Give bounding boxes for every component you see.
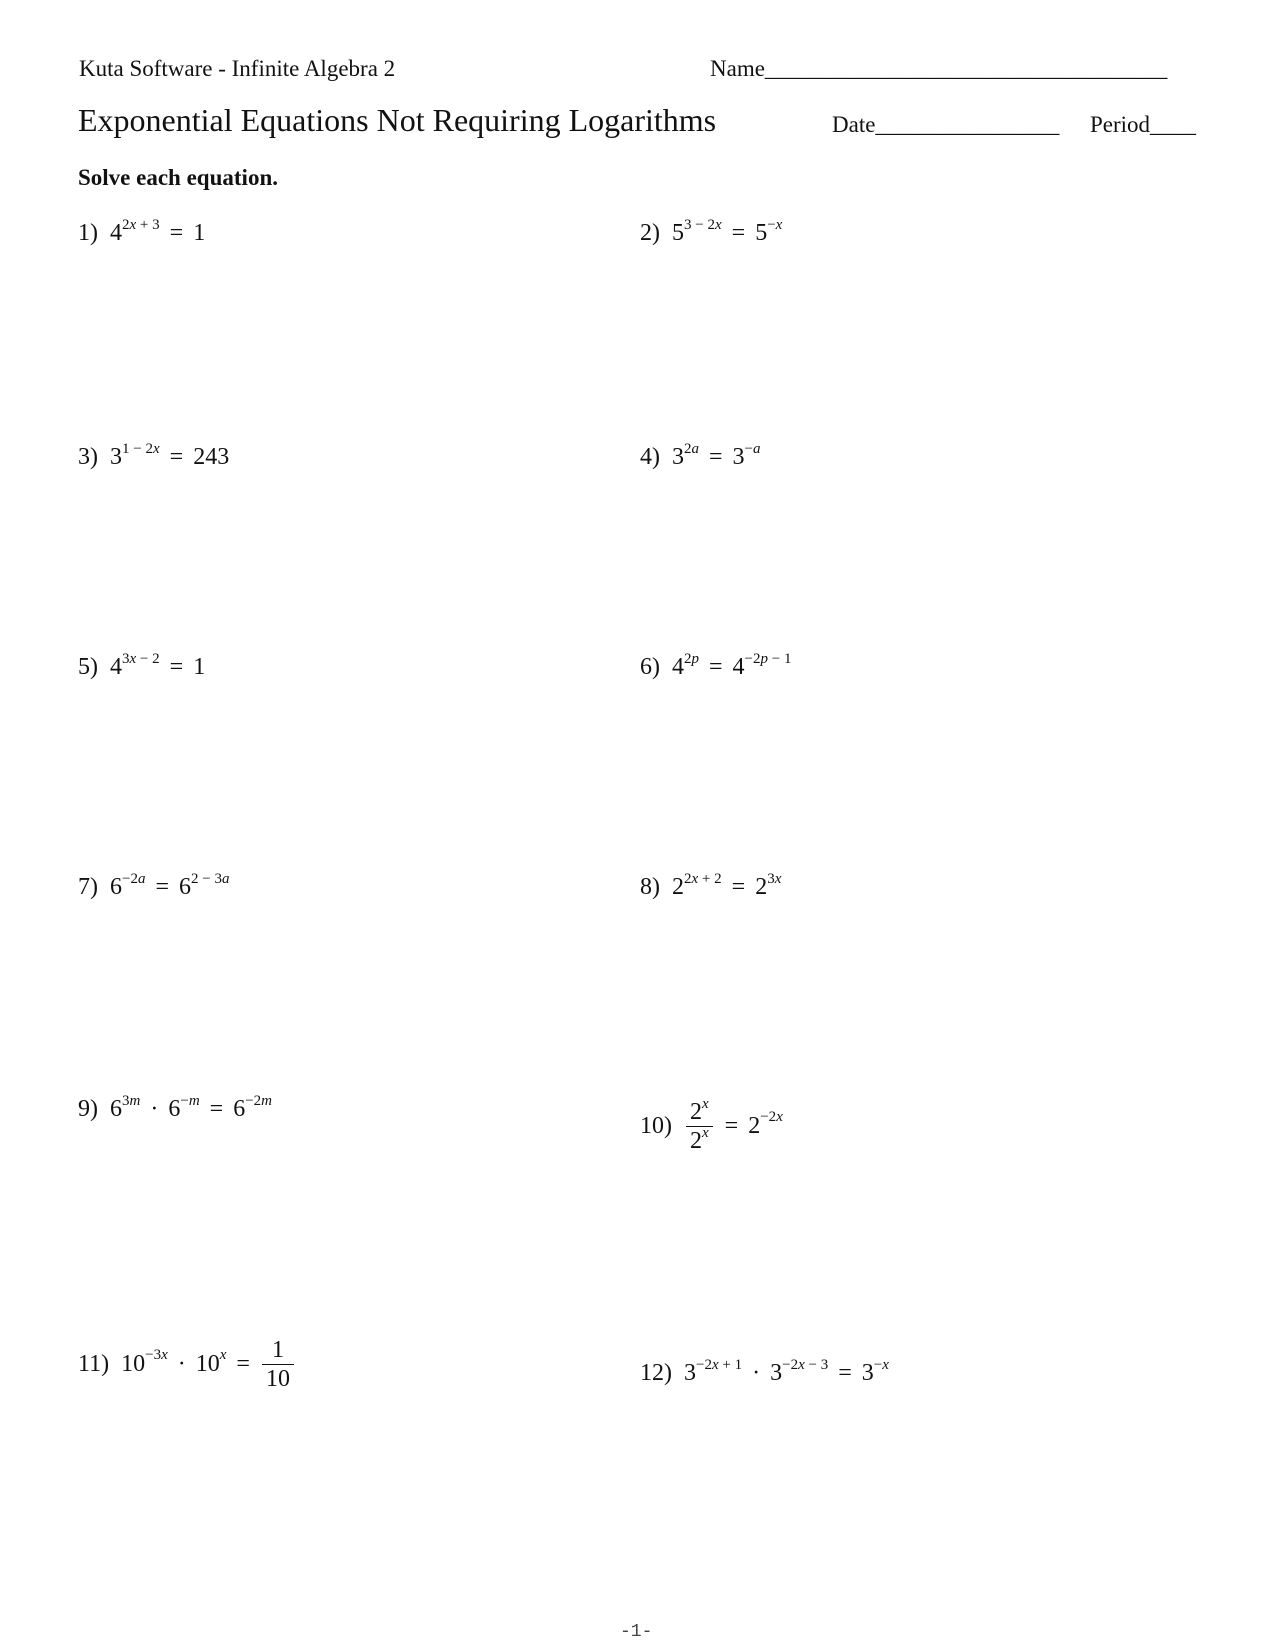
problem-number: 4) — [640, 444, 660, 470]
rhs-base: 3 — [861, 1360, 874, 1386]
problem-8 — [640, 871, 782, 901]
multiply-dot: · — [752, 1360, 761, 1386]
fraction — [686, 1098, 713, 1155]
base: 2 — [690, 1128, 702, 1154]
exponent: −2x − 3 — [782, 1357, 829, 1373]
multiply-dot: · — [177, 1351, 186, 1377]
problem-number: 6) — [640, 654, 660, 680]
rhs-base: 6 — [233, 1096, 246, 1122]
problem-6 — [640, 651, 792, 681]
rhs-exponent: −2m — [245, 1093, 273, 1109]
exponent: −3x — [145, 1347, 168, 1364]
problem-number: 9) — [78, 1096, 98, 1122]
equals-sign: = — [155, 874, 170, 900]
fraction-numerator: 1 — [262, 1336, 294, 1365]
base: 4 — [110, 654, 122, 680]
problem-12 — [640, 1357, 889, 1387]
equals-sign: = — [838, 1360, 852, 1386]
rhs-base: 2 — [748, 1113, 761, 1139]
rhs-exponent: 3x — [767, 871, 782, 887]
problem-4 — [640, 441, 761, 471]
base: 6 — [110, 874, 122, 900]
problem-number: 12) — [640, 1360, 672, 1386]
base: 3 — [770, 1360, 783, 1386]
base: 2 — [690, 1099, 702, 1125]
problem-number: 11) — [78, 1351, 110, 1377]
exponent: 2x + 2 — [684, 871, 722, 887]
base: 6 — [110, 1096, 122, 1122]
exponent: 1 − 2x — [122, 441, 160, 457]
rhs-exponent: −2p − 1 — [744, 651, 792, 667]
problem-number: 2) — [640, 220, 660, 246]
multiply-dot: · — [150, 1096, 159, 1122]
problem-7 — [78, 871, 230, 901]
equals-sign: = — [731, 874, 746, 900]
problem-3 — [78, 441, 230, 471]
problem-number: 1) — [78, 220, 98, 246]
exponent: 2p — [684, 651, 699, 667]
problem-number: 8) — [640, 874, 660, 900]
base: 3 — [110, 444, 122, 470]
equals-sign: = — [724, 1113, 739, 1139]
exponent: 3 − 2x — [684, 217, 722, 233]
problem-10 — [640, 1098, 783, 1155]
base: 3 — [672, 444, 684, 470]
base: 10 — [195, 1351, 220, 1377]
name-field[interactable]: Name___________________________________ — [710, 56, 1168, 81]
worksheet-title: Exponential Equations Not Requiring Logarithms — [78, 102, 717, 138]
base: 3 — [684, 1360, 696, 1386]
equals-sign: = — [169, 654, 184, 680]
problem-11 — [78, 1336, 296, 1393]
problem-9 — [78, 1093, 273, 1123]
rhs-base: 2 — [755, 874, 768, 900]
exponent: 3x − 2 — [122, 651, 160, 667]
exponent: −2x + 1 — [696, 1357, 743, 1373]
exponent: x — [702, 1125, 709, 1141]
equals-sign: = — [709, 654, 723, 680]
base: 6 — [168, 1096, 181, 1122]
fraction — [262, 1336, 294, 1393]
rhs-value: 243 — [193, 444, 230, 470]
problem-number: 5) — [78, 654, 98, 680]
fraction-denominator — [686, 1127, 713, 1155]
rhs-exponent: 2 − 3a — [191, 871, 230, 887]
rhs-exponent: −x — [767, 217, 783, 233]
base: 4 — [672, 654, 684, 680]
problem-2 — [640, 217, 783, 247]
equals-sign: = — [169, 220, 184, 246]
exponent: x — [702, 1096, 709, 1112]
problem-number: 10) — [640, 1113, 672, 1139]
base: 10 — [121, 1351, 146, 1377]
problem-number: 3) — [78, 444, 98, 470]
rhs-base: 6 — [179, 874, 192, 900]
rhs-base: 4 — [732, 654, 745, 680]
equals-sign: = — [209, 1096, 224, 1122]
base: 2 — [672, 874, 684, 900]
base: 4 — [110, 220, 122, 246]
equals-sign: = — [236, 1351, 250, 1377]
equals-sign: = — [709, 444, 723, 470]
rhs-value: 1 — [193, 220, 206, 246]
exponent: −m — [180, 1093, 200, 1109]
rhs-exponent: −2x — [760, 1109, 783, 1126]
page-number: -1- — [620, 1622, 653, 1642]
problem-number: 7) — [78, 874, 98, 900]
rhs-base: 5 — [755, 220, 768, 246]
rhs-exponent: −a — [744, 441, 761, 457]
publisher-label: Kuta Software - Infinite Algebra 2 — [79, 56, 396, 81]
exponent: −2a — [122, 871, 146, 887]
period-field[interactable]: Period____ — [1090, 112, 1197, 137]
exponent: 2x + 3 — [122, 217, 160, 233]
rhs-value: 1 — [193, 654, 206, 680]
problem-5 — [78, 651, 206, 681]
rhs-base: 3 — [732, 444, 745, 470]
exponent: 3m — [122, 1093, 141, 1109]
fraction-denominator: 10 — [265, 1366, 290, 1392]
equals-sign: = — [169, 444, 184, 470]
fraction-numerator — [686, 1098, 713, 1127]
exponent: x — [219, 1347, 227, 1364]
date-field[interactable]: Date________________ — [832, 112, 1060, 137]
problem-1 — [78, 217, 206, 247]
instructions: Solve each equation. — [78, 165, 278, 190]
exponent: 2a — [684, 441, 699, 457]
base: 5 — [672, 220, 684, 246]
rhs-exponent: −x — [873, 1357, 889, 1373]
equals-sign: = — [731, 220, 746, 246]
